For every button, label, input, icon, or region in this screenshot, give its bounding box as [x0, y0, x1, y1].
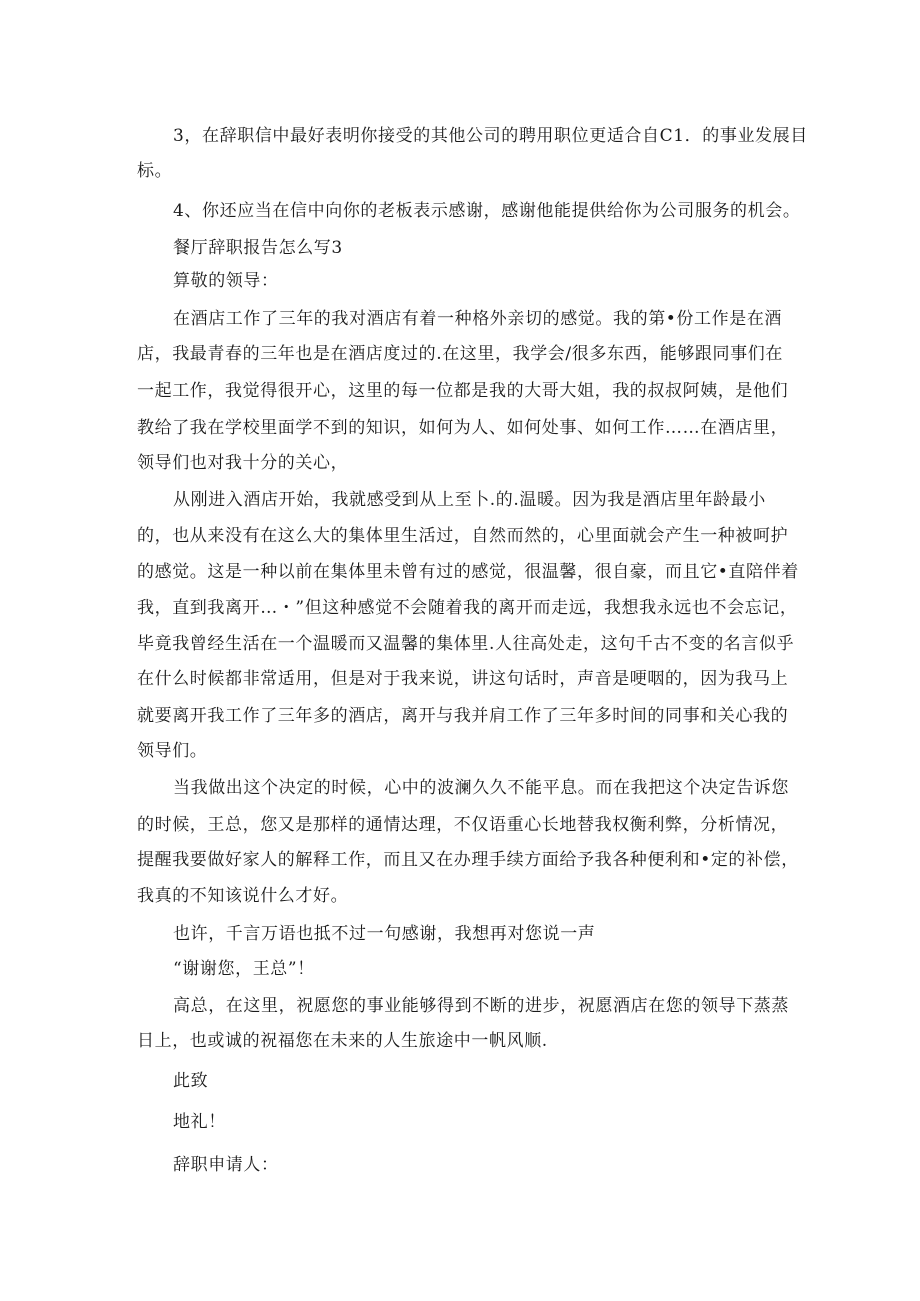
paragraph-line: 教给了我在学校里面学不到的知识，如何为人、如何处事、如何工作……在酒店里， [137, 418, 789, 438]
paragraph-line: 标。 [137, 161, 173, 181]
paragraph-line: 的感觉。这是一种以前在集体里未曾有过的感觉，很温馨，很自豪，而且它•直陪伴着 [137, 562, 799, 582]
paragraph-line: 一起工作，我觉得很开心，这里的每一位都是我的大哥大姐，我的叔叔阿姨，是他们 [137, 381, 789, 401]
salutation: 算敬的领导： [173, 271, 279, 291]
closing-line: 地礼！ [173, 1112, 226, 1132]
signature-line: 辞职申请人： [173, 1155, 279, 1175]
paragraph-line: 的，也从来没有在这么大的集体里生活过，自然而然的，心里面就会产生一种被呵护 [137, 526, 789, 546]
paragraph-line: 也许，千言万语也抵不过一句感谢，我想再对您说一声 [173, 924, 596, 944]
paragraph-line: 4、你还应当在信中向你的老板表示感谢，感谢他能提供给你为公司服务的机会。 [173, 201, 801, 221]
paragraph-line: 高总，在这里，祝愿您的事业能够得到不断的进步，祝愿酒店在您的领导下蒸蒸 [173, 996, 789, 1016]
paragraph-line: 从刚进入酒店开始，我就感受到从上至卜.的.温暖。因为我是酒店里年龄最小 [173, 490, 766, 510]
paragraph-line: 领导们。 [137, 741, 208, 761]
paragraph-line: 店，我最青春的三年也是在酒店度过的.在这里，我学会/很多东西，能够跟同事们在 [137, 344, 783, 364]
paragraph-line: 当我做出这个决定的时候，心中的波澜久久不能平息。而在我把这个决定告诉您 [173, 778, 789, 798]
paragraph-line: 3，在辞职信中最好表明你接受的其他公司的聘用职位更适合自C1．的事业发展目 [173, 126, 808, 146]
paragraph-line: 在酒店工作了三年的我对酒店有着一种格外亲切的感觉。我的第•份工作是在酒 [173, 309, 783, 329]
paragraph-line: 日上，也或诚的祝福您在未来的人生旅途中一帆风顺. [137, 1031, 548, 1051]
paragraph-line: 提醒我要做好家人的解释工作，而且又在办理手续方面给予我各种便利和•定的补偿， [137, 850, 799, 870]
quote-line: “谢谢您，王总”！ [173, 959, 315, 979]
paragraph-line: 毕竟我曾经生活在一个温暖而又温馨的集体里.人往高处走，这句千古不变的名言似乎 [137, 634, 795, 654]
paragraph-line: 我真的不知该说什么才好。 [137, 886, 349, 906]
paragraph-line: 的时候，王总，您又是那样的通情达理，不仅语重心长地替我权衡利弊，分析情况， [137, 815, 789, 835]
paragraph-line: 在什么时候都非常适用，但是对于我来说，讲这句话时，声音是哽咽的，因为我马上 [137, 669, 789, 689]
paragraph-line: 领导们也对我十分的关心， [137, 453, 349, 473]
section-heading: 餐厅辞职报告怎么写3 [173, 238, 343, 258]
closing-line: 此致 [173, 1071, 209, 1091]
paragraph-line: 就要离开我工作了三年多的酒店，离开与我并肩工作了三年多时间的同事和关心我的 [137, 706, 789, 726]
paragraph-line: 我，直到我离开…・”但这种感觉不会随着我的离开而走远，我想我永远也不会忘记， [137, 598, 798, 618]
